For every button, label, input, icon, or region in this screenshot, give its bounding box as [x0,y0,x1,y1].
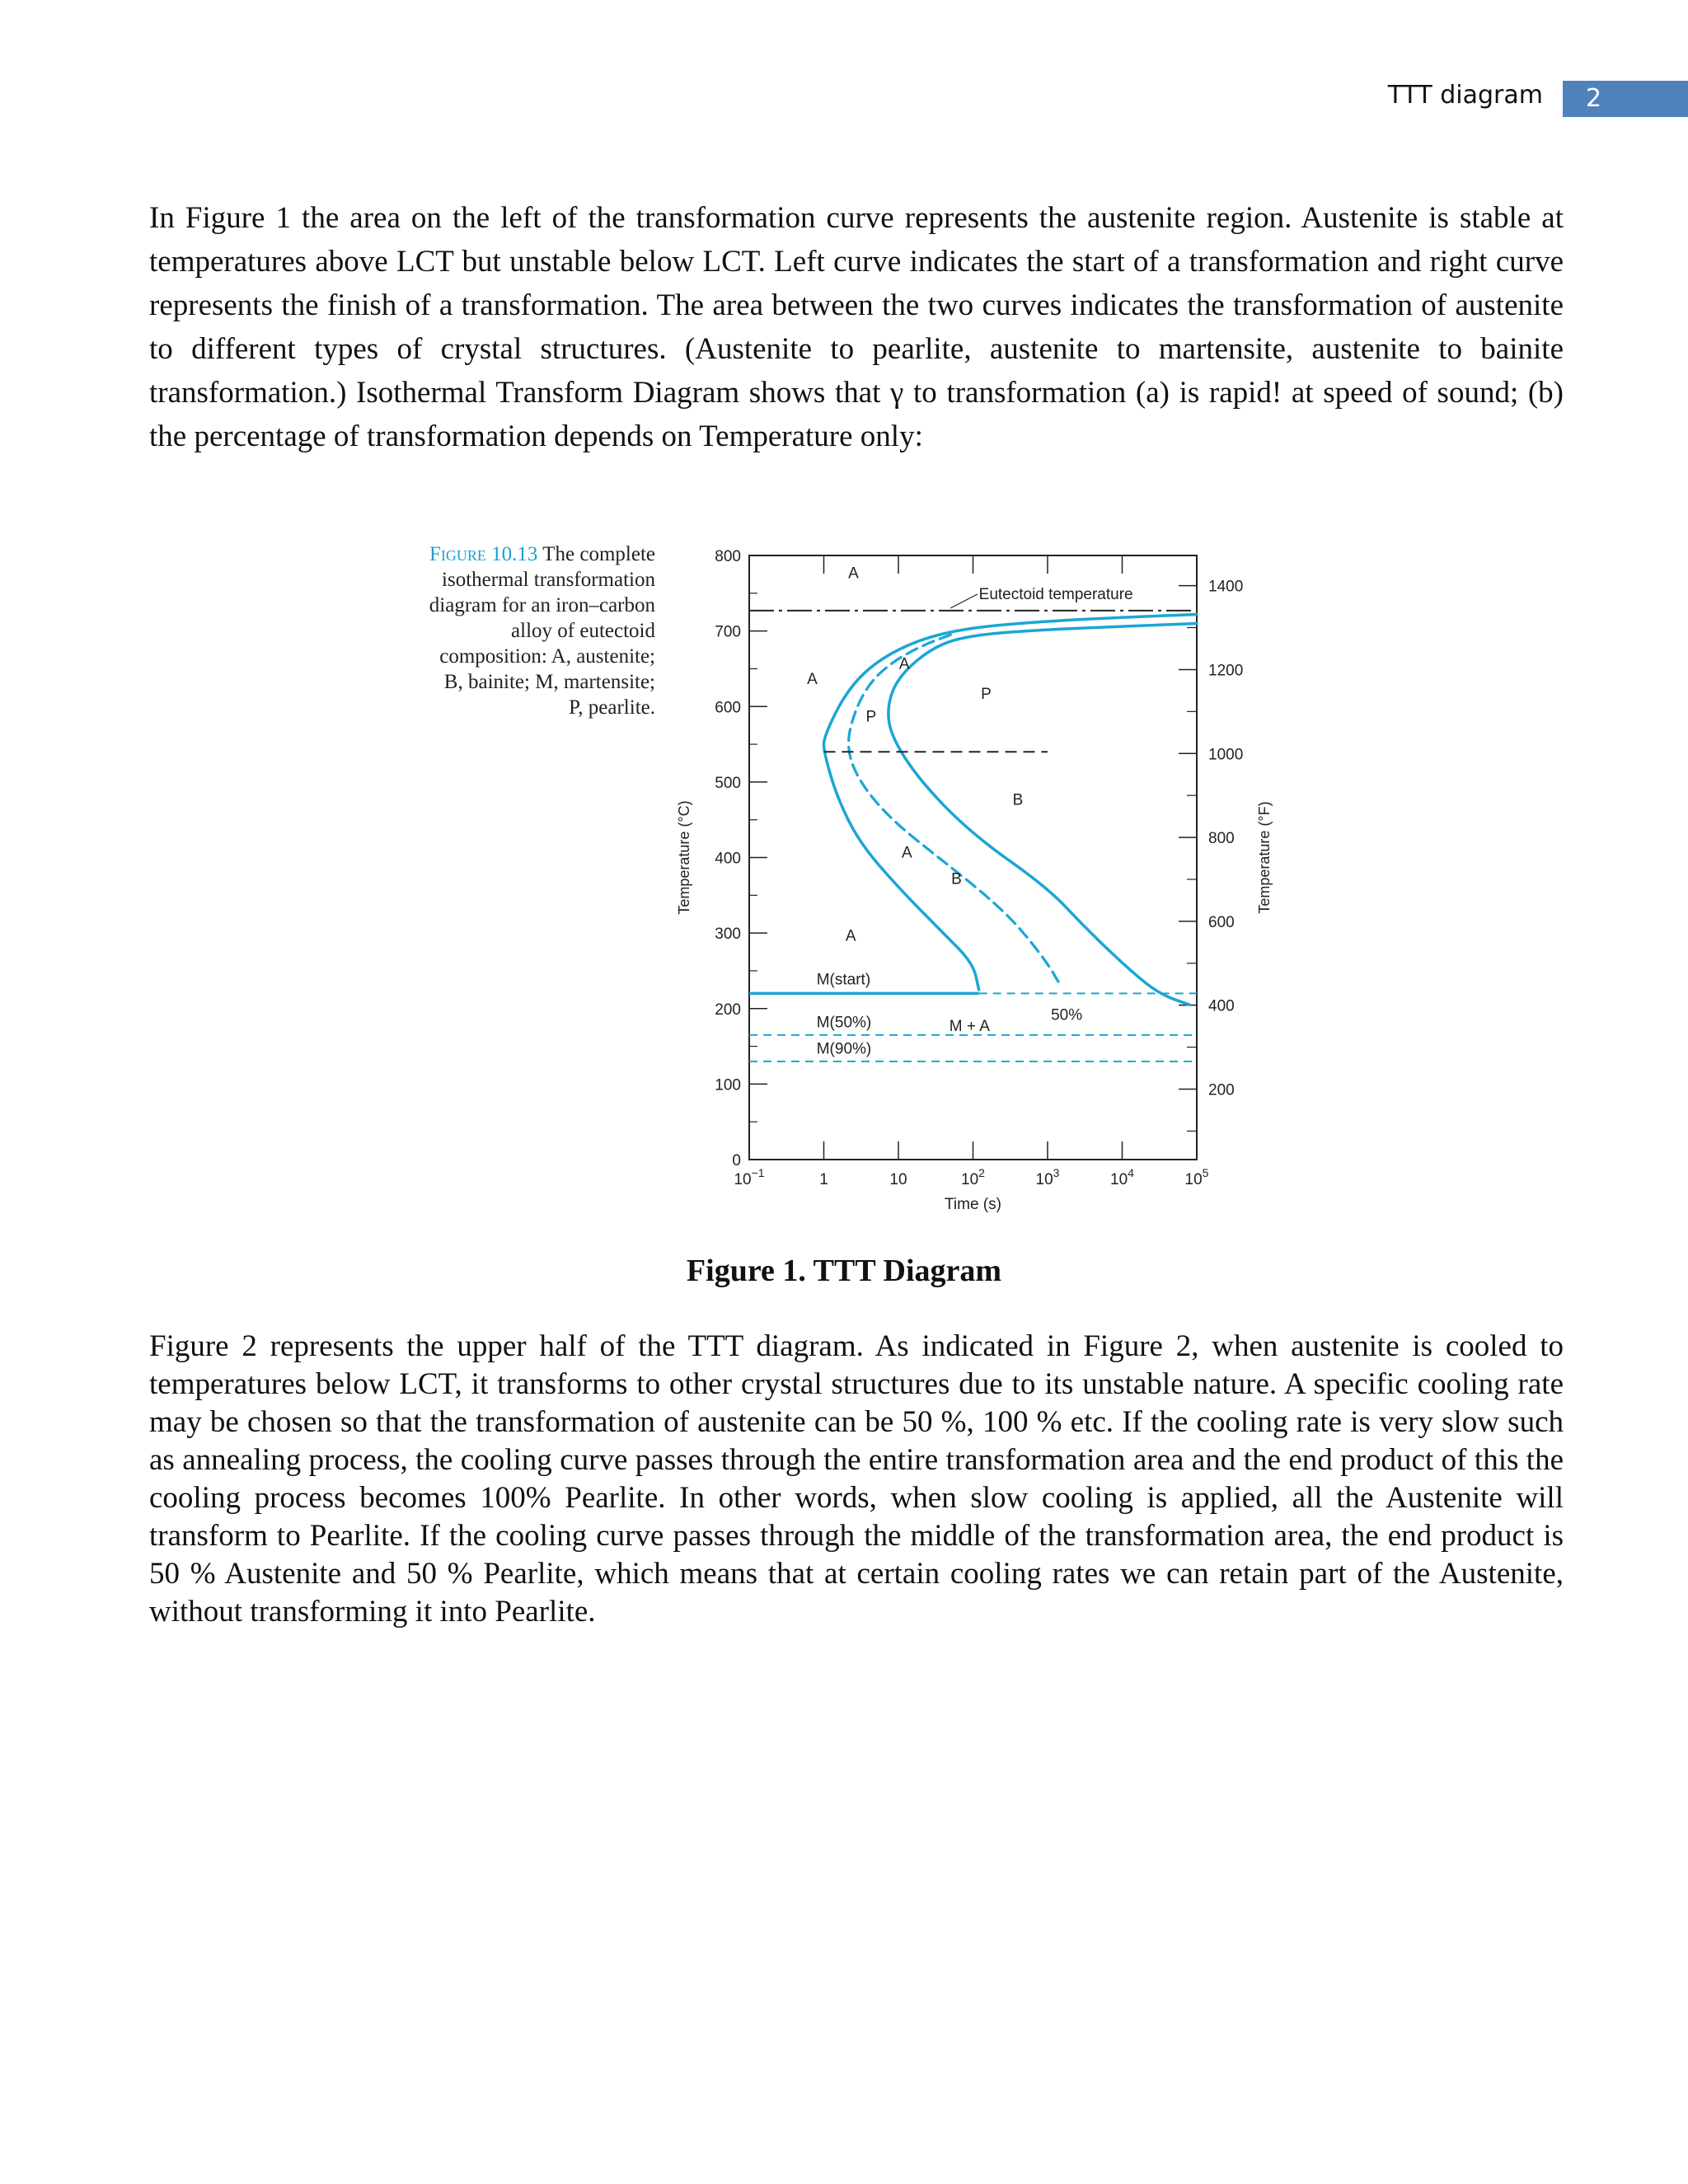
figure-caption-text: The complete isothermal transformation diagram for an iron–carbon alloy of eutectoid composition: A, austenite; B, bainite; M, martensite; P, pearlite. [429,543,655,719]
x-tick-label: 1 [819,1171,828,1188]
y-tick-label-c: 300 [715,926,741,944]
y-tick-label-c: 700 [715,623,741,641]
body-paragraph: Figure 2 represents the upper half of the TTT diagram. As indicated in Figure 2, when austenite is cooled to temperatures below LCT, it transforms to other crystal structures due to its unstable nature. A specific cooling rate may be chosen so that the transformation of austenite can be 50 %, 100 % etc. If the cooling rate is very slow such as annealing process, the cooling curve passes through the entire transformation area and the end product of this the cooling process becomes 100% Pearlite. In other words, when slow cooling is applied, all the Austenite will transform to Pearlite. If the cooling curve passes through the middle of the transformation area, the end product is 50 % Austenite and 50 % Pearlite, which means that at certain cooling rates we can retain part of the Austenite, without transforming it into Pearlite. [149,1329,1564,1629]
x-tick-label: 10 [889,1171,907,1188]
figure-label: Figure 10.13 [429,543,538,565]
header-title: TTT diagram [1387,81,1543,110]
y-axis-label-left: Temperature (°C) [676,800,692,915]
y-tick-label-c: 400 [715,850,741,868]
x-tick-label: $10^2$ [961,1166,985,1188]
y-tick-label-f: 600 [1208,913,1235,931]
x-tick-label: $10^4$ [1110,1166,1134,1188]
y-tick-label-c: 800 [715,548,741,565]
region-label: A [898,655,910,673]
plot-frame [749,555,1197,1160]
region-label: A [848,565,859,583]
y-tick-label-f: 1400 [1208,578,1244,596]
y-tick-label-c: 200 [715,1001,741,1019]
y-axis-label-right: Temperature (°F) [1256,801,1273,914]
y-tick-label-f: 200 [1208,1081,1235,1099]
series-curve-transformation-finish [889,623,1197,1005]
region-label: M + A [949,1018,990,1036]
region-label: P [981,686,992,704]
y-tick-label-f: 800 [1208,830,1235,848]
series-curve-50-completion [849,635,1061,986]
x-axis-label: Time (s) [945,1196,1001,1213]
page-number-badge: 2 [1563,81,1688,117]
intro-paragraph: In Figure 1 the area on the left of the transformation curve represents the austenite region. Austenite is stable at temperatures above LCT but unstable below LCT. Left curve indicates the start of a transformation and right curve represents the finish of a transformation. The area between the two curves indicates the transformation of austenite to different types of crystal structures. (Austenite to pearlite, austenite to martensite, austenite to bainite transformation.) Isothermal Transform Diagram shows that γ to transformation (a) is rapid! at speed of sound; (b) the percentage of transformation depends on Temperature only: [149,201,1564,453]
x-tick-label: $10^{-1}$ [734,1166,765,1188]
figure-title: Figure 1. TTT Diagram [686,1254,1002,1288]
region-label: P [865,708,877,726]
y-tick-label-f: 400 [1208,997,1235,1015]
y-tick-label-c: 100 [715,1076,741,1094]
y-tick-label-f: 1000 [1208,746,1244,764]
series-curve-transformation-start [824,614,1198,989]
region-label: 50% [1051,1006,1083,1024]
region-label: A [807,670,818,688]
label-m-90: M(90%) [816,1040,872,1058]
region-label: A [901,844,912,862]
x-tick-label: $10^5$ [1184,1166,1209,1188]
label-m-start: M(start) [816,971,871,989]
ttt-chart [659,536,1302,1220]
eutectoid-label: Eutectoid temperature [978,585,1133,603]
region-label: A [845,927,856,945]
y-tick-label-f: 1200 [1208,662,1244,680]
region-label: B [1012,791,1024,809]
figure-side-caption [429,541,655,720]
x-tick-label: $10^3$ [1035,1166,1060,1188]
y-tick-label-c: 600 [715,699,741,717]
eutectoid-pointer [950,594,978,608]
region-label: B [951,870,962,888]
y-tick-label-c: 0 [732,1152,741,1169]
label-m-50: M(50%) [816,1014,872,1032]
y-tick-label-c: 500 [715,774,741,792]
